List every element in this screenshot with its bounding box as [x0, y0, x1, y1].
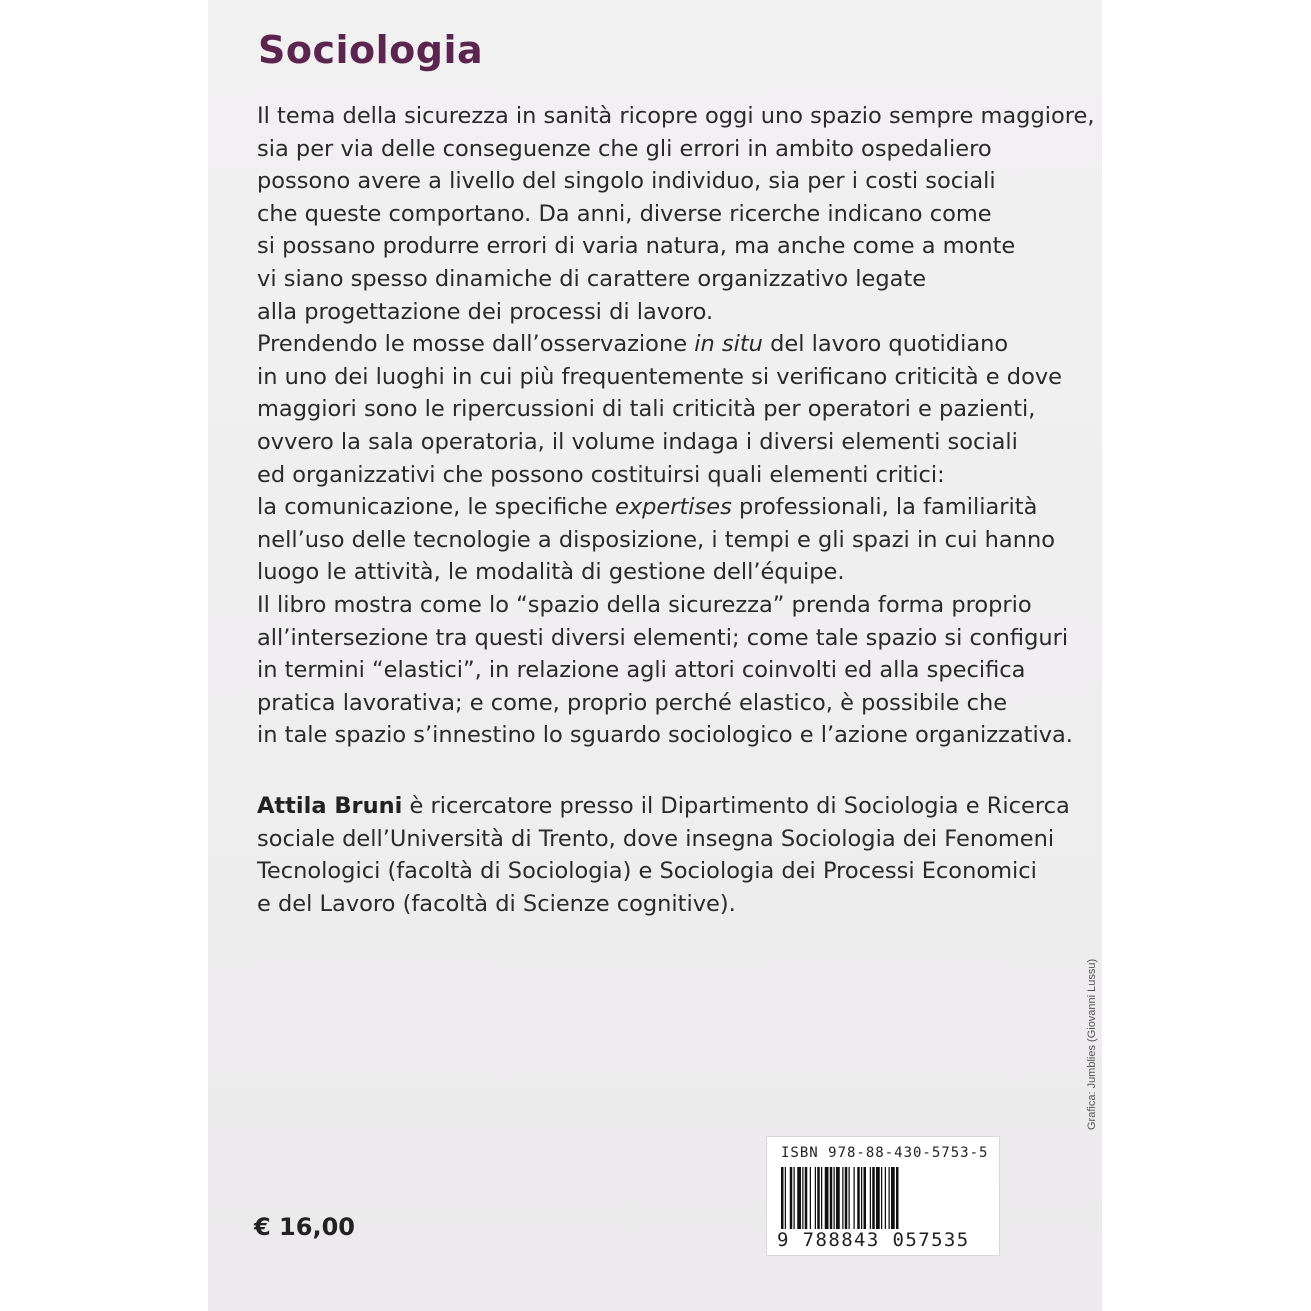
barcode-bar — [817, 1167, 820, 1229]
barcode-bar — [872, 1167, 875, 1229]
blurb-line: maggiori sono le ripercussioni di tali criticità per operatori e pazienti, — [257, 396, 1036, 423]
barcode-bar — [861, 1167, 862, 1229]
barcode-bar — [864, 1167, 867, 1229]
blurb-line: che queste comportano. Da anni, diverse ricerche indicano come — [257, 200, 992, 227]
blurb-line: vi siano spesso dinamiche di carattere organizzativo legate — [257, 265, 927, 292]
bio-line: sociale dell’Università di Trento, dove insegna Sociologia dei Fenomeni — [257, 825, 1055, 852]
book-back-cover — [208, 0, 1102, 1311]
barcode-digits: 9 788843 057535 — [777, 1229, 970, 1251]
blurb-line: sia per via delle conseguenze che gli errori in ambito ospedaliero — [257, 135, 992, 162]
barcode-bar — [889, 1167, 890, 1229]
barcode-bar — [810, 1167, 811, 1229]
barcode-bar — [805, 1167, 808, 1229]
barcode-bar — [870, 1167, 871, 1229]
barcode-bar — [802, 1167, 803, 1229]
blurb-line: Il libro mostra come lo “spazio della sicurezza” prenda forma proprio — [257, 591, 1032, 618]
blurb-line: in tale spazio s’innestino lo sguardo sociologico e l’azione organizzativa. — [257, 722, 1073, 749]
barcode-bars — [779, 1167, 989, 1229]
author-name: Attila Bruni — [257, 793, 403, 819]
barcode-bar — [815, 1167, 816, 1229]
barcode-bar — [781, 1167, 784, 1229]
barcode-bar — [836, 1167, 840, 1229]
barcode-bar — [794, 1167, 795, 1229]
author-bio — [257, 790, 1077, 920]
barcode-bar — [881, 1167, 882, 1229]
barcode-bar — [885, 1167, 886, 1229]
blurb-line: ed organizzativi che possono costituirsi quali elementi critici: — [257, 461, 945, 488]
barcode-bar — [845, 1167, 848, 1229]
barcode-bar — [830, 1167, 833, 1229]
isbn-label: ISBN 978-88-430-5753-5 — [781, 1145, 989, 1161]
design-credit: Grafica: Jumblies (Giovanni Lussu) — [1086, 958, 1098, 1130]
bio-line-rest: è ricercatore presso il Dipartimento di Sociologia e Ricerca — [402, 793, 1070, 819]
barcode-bar — [834, 1167, 835, 1229]
blurb-line: alla progettazione dei processi di lavoro. — [257, 298, 714, 325]
blurb-line: la comunicazione, le specifiche expertises professionali, la familiarità — [257, 494, 1038, 521]
barcode-bar — [842, 1167, 843, 1229]
barcode-bar — [891, 1167, 895, 1229]
bio-line: e del Lavoro (facoltà di Scienze cognitive). — [257, 890, 736, 917]
barcode-bar — [857, 1167, 860, 1229]
barcode-bar — [854, 1167, 855, 1229]
barcode-bar — [876, 1167, 880, 1229]
blurb-line: Prendendo le mosse dall’osservazione in situ del lavoro quotidiano — [257, 331, 1009, 358]
blurb-line: nell’uso delle tecnologie a disposizione, i tempi e gli spazi in cui hanno — [257, 526, 1055, 553]
barcode-bar — [896, 1167, 899, 1229]
barcode-bar — [849, 1167, 850, 1229]
bio-line: Tecnologici (facoltà di Sociologia) e Sociologia dei Processi Economici — [257, 858, 1037, 885]
barcode-bar — [790, 1167, 793, 1229]
blurb-line: in termini “elastici”, in relazione agli attori coinvolti ed alla specifica — [257, 657, 1026, 684]
blurb-line: si possano produrre errori di varia natura, ma anche come a monte — [257, 233, 1016, 260]
barcode-bar — [785, 1167, 786, 1229]
series-title: Sociologia — [258, 28, 484, 72]
blurb-line: ovvero la sala operatoria, il volume indaga i diversi elementi sociali — [257, 428, 1018, 455]
blurb-line: pratica lavorativa; e come, proprio perché elastico, è possibile che — [257, 689, 1008, 716]
bio-line — [257, 790, 1077, 823]
barcode-bar — [821, 1167, 822, 1229]
blurb-line: possono avere a livello del singolo individuo, sia per i costi sociali — [257, 168, 996, 195]
barcode-bar — [825, 1167, 829, 1229]
blurb-line: luogo le attività, le modalità di gestione dell’équipe. — [257, 559, 845, 586]
price: € 16,00 — [254, 1213, 355, 1241]
isbn-barcode — [766, 1136, 1000, 1256]
barcode-bar — [797, 1167, 801, 1229]
blurb-line: all’intersezione tra questi diversi elementi; come tale spazio si configuri — [257, 624, 1069, 651]
blurb-line: in uno dei luoghi in cui più frequentemente si verificano criticità e dove — [257, 363, 1062, 390]
blurb-line: Il tema della sicurezza in sanità ricopre oggi uno spazio sempre maggiore, — [257, 103, 1095, 129]
blurb-text — [257, 100, 1095, 752]
